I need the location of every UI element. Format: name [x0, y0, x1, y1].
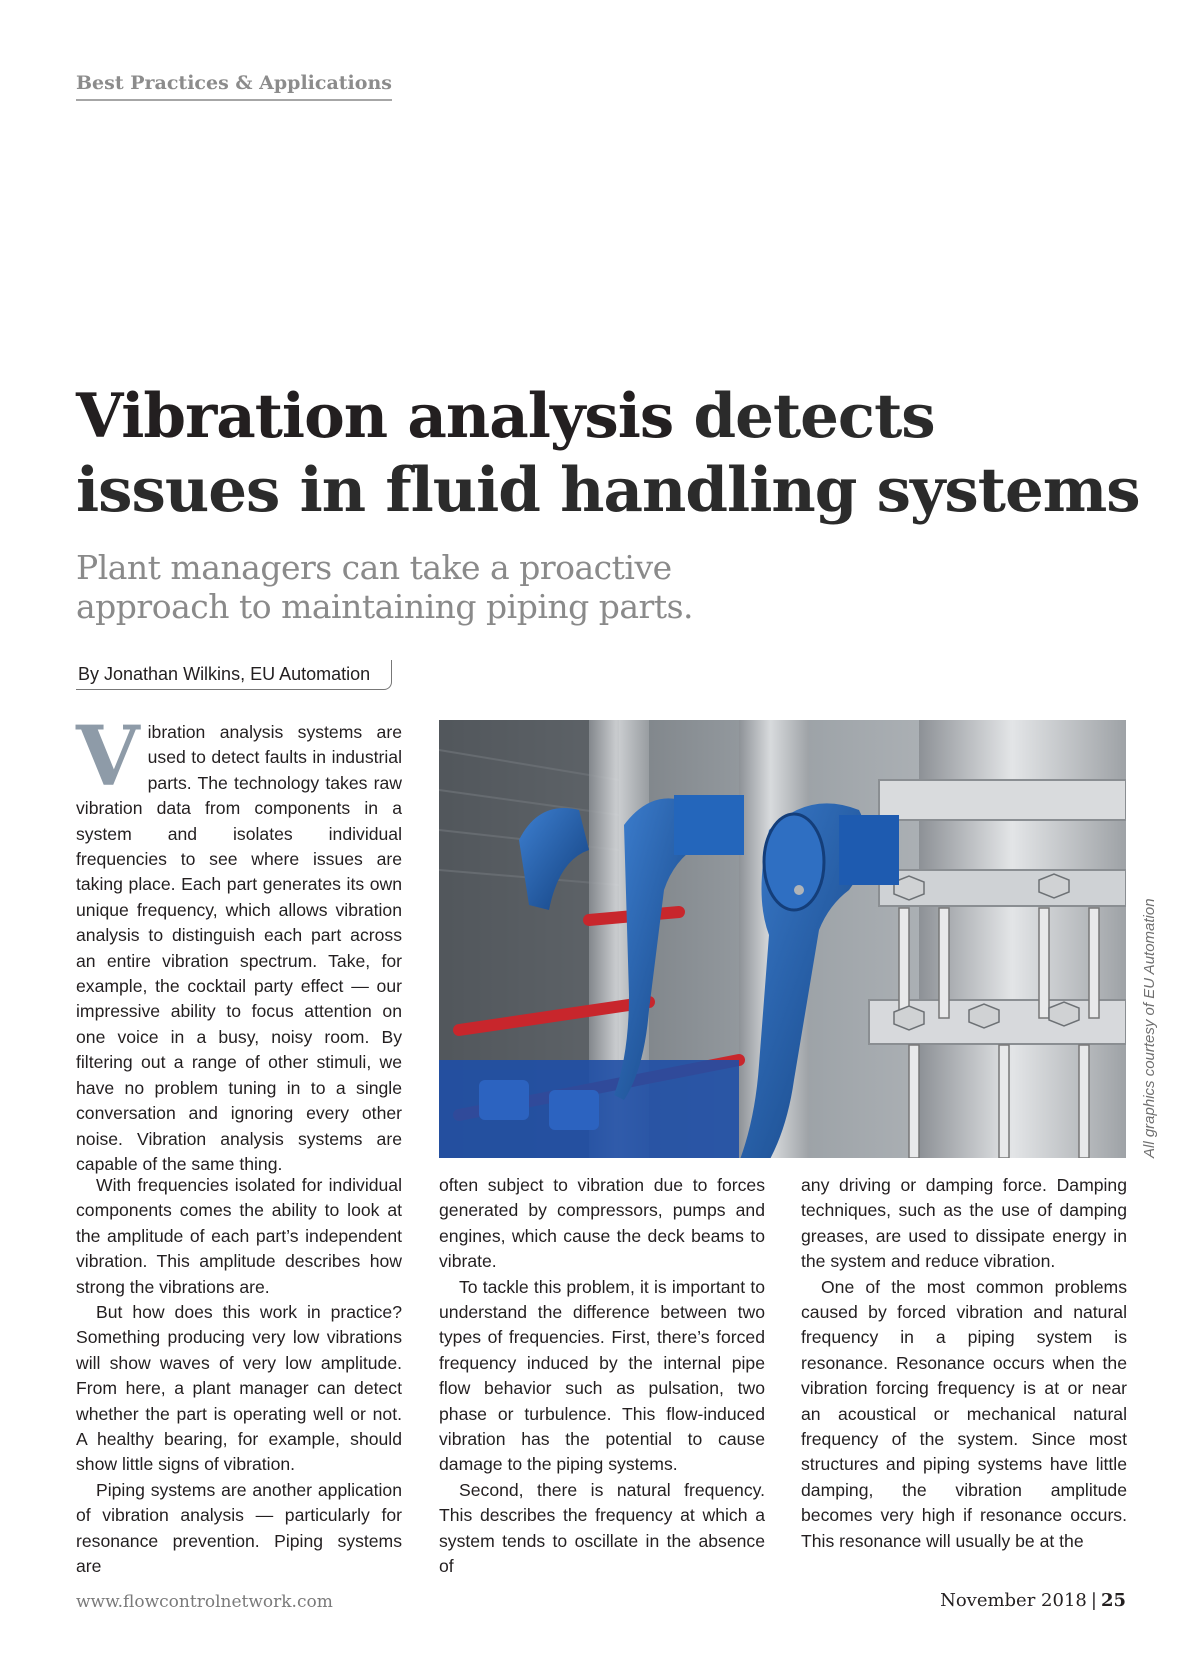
byline: By Jonathan Wilkins, EU Automation [76, 660, 392, 690]
paragraph: To tackle this problem, it is important to understand the difference between two types of frequencies. First, there’s forced frequency induced by the internal pipe flow behavior such as pulsation, two phase or turbulence. This flow-induced vibration has the potential to cause damage to the piping systems. [439, 1276, 765, 1475]
column-1-top [76, 709, 402, 1177]
column-2 [439, 1173, 765, 1580]
paragraph: any driving or damping force. Damping techniques, such as the use of damping greases, are used to dissipate energy in the system and reduce vibration. [801, 1175, 1127, 1272]
paragraph: But how does this work in practice? Something producing very low vibrations will show waves of very low amplitude. From here, a plant manager can detect whether the part is operating well or not. A healthy bearing, for example, should show little signs of vibration. [76, 1302, 402, 1475]
valve-photo [439, 720, 1126, 1158]
page-number: 25 [1100, 1590, 1126, 1611]
paragraph: Second, there is natural frequency. This describes the frequency at which a system tends to oscillate in the absence of [439, 1479, 765, 1577]
section-label: Best Practices & Applications [76, 72, 392, 101]
photo-credit: All graphics courtesy of EU Automation [1141, 898, 1158, 1158]
footer-date-page [940, 1590, 1126, 1611]
paragraph: With frequencies isolated for individual components comes the ability to look at the amplitude of each part’s independent vibration. This amplitude describes how strong the vibrations are. [76, 1175, 402, 1297]
article-deck: Plant managers can take a proactive approach to maintaining piping parts. [76, 548, 694, 626]
article-title-rest: detects issues in fluid handling systems [76, 381, 1140, 526]
column-1-bottom [76, 1173, 402, 1580]
paragraph-intro [76, 709, 402, 1177]
paragraph: One of the most common problems caused by forced vibration and natural frequency in a piping system is resonance. Resonance occurs when the vibration forcing frequency is at or near an acoustical or mechanical natural frequency of the system. Since most structures and piping systems have little damping, the vibration amplitude becomes very high if resonance occurs. This resonance will usually be at the [801, 1276, 1127, 1551]
column-3 [801, 1173, 1127, 1554]
valve-photo-illustration [439, 720, 1126, 1158]
drop-cap: V [76, 709, 140, 805]
footer-separator: | [1090, 1590, 1097, 1611]
paragraph: often subject to vibration due to forces generated by compressors, pumps and engines, which cause the deck beams to vibrate. [439, 1175, 765, 1272]
paragraph-intro-text: ibration analysis systems are used to detect faults in industrial parts. The technology takes raw vibration data from components in a system and isolates individual frequencies to see where issues are taking place. Each part generates its own unique frequency, which allows vibration analysis to distinguish each part across an entire vibration spectrum. Take, for example, the cocktail party effect — our impressive ability to focus attention on one voice in a busy, noisy room. By filtering out a range of other stimuli, we have no problem tuning in to a single conversation and ignoring every other noise. Vibration analysis systems are capable of the same thing. [76, 722, 402, 1174]
article-title [76, 380, 1156, 528]
article-title-bold: Vibration analysis [76, 381, 674, 452]
footer-date: November 2018 [940, 1590, 1087, 1611]
footer-url[interactable]: www.flowcontrolnetwork.com [76, 1592, 333, 1612]
paragraph: Piping systems are another application of vibration analysis — particularly for resonance prevention. Piping systems are [76, 1479, 402, 1577]
